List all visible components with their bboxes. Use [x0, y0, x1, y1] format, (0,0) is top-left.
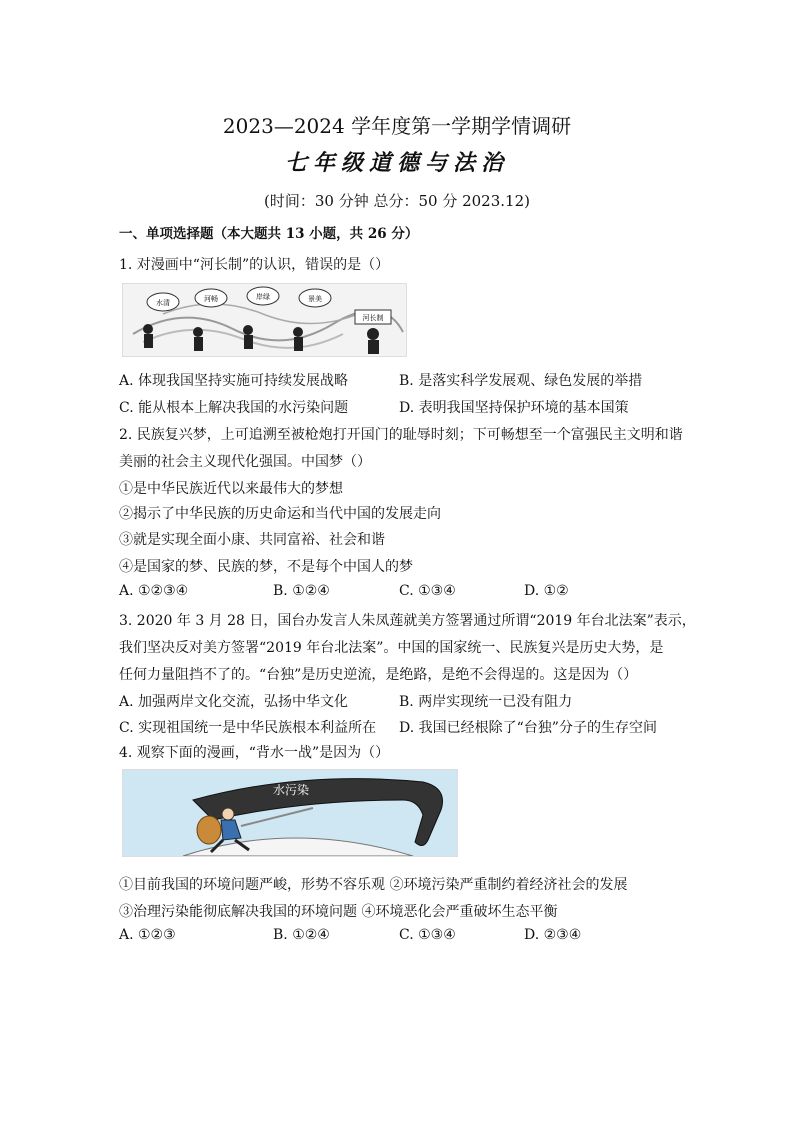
- question-2-stem-line-1: 2. 民族复兴梦，上可追溯至被枪炮打开国门的耻辱时刻；下可畅想至一个富强民主文明和谐: [119, 427, 683, 443]
- q3-option-a[interactable]: A. 加强两岸文化交流，弘扬中华文化: [119, 694, 349, 710]
- question-3-stem-line-1: 3. 2020 年 3 月 28 日，国台办发言人朱凤莲就美方签署通过所谓“2019 年台北法案”表示，: [119, 613, 696, 629]
- q4-statements-line-1: ①目前我国的环境问题严峻，形势不容乐观 ②环境污染严重制约着经济社会的发展: [119, 877, 628, 893]
- water-pollution-cartoon: [122, 769, 458, 857]
- question-2-stem-line-2: 美丽的社会主义现代化强国。中国梦（）: [119, 454, 371, 470]
- exam-subject: 七年级道德与法治: [284, 150, 509, 176]
- q2-option-a[interactable]: A. ①②③④: [119, 583, 189, 599]
- q3-option-b[interactable]: B. 两岸实现统一已没有阻力: [399, 694, 573, 710]
- q4-option-c[interactable]: C. ①③④: [399, 927, 456, 943]
- exam-title: 2023—2024 学年度第一学期学情调研: [222, 114, 572, 138]
- pollution-label: 水污染: [273, 783, 310, 797]
- q4-option-d[interactable]: D. ②③④: [524, 927, 582, 943]
- q2-statement-3: ③就是实现全面小康、共同富裕、社会和谐: [119, 532, 385, 548]
- q4-statements-line-2: ③治理污染能彻底解决我国的环境问题 ④环境恶化会严重破坏生态平衡: [119, 904, 558, 920]
- river-chief-cartoon: [122, 283, 407, 357]
- q4-option-b[interactable]: B. ①②④: [273, 927, 330, 943]
- q1-option-c[interactable]: C. 能从根本上解决我国的水污染问题: [119, 400, 349, 416]
- q4-option-a[interactable]: A. ①②③: [119, 927, 176, 943]
- q2-option-c[interactable]: C. ①③④: [399, 583, 456, 599]
- section-heading: 一、单项选择题（本大题共 13 小题，共 26 分）: [119, 226, 419, 242]
- q1-option-d[interactable]: D. 表明我国坚持保护环境的基本国策: [399, 400, 629, 416]
- q2-option-b[interactable]: B. ①②④: [273, 583, 330, 599]
- question-3-stem-line-3: 任何力量阻挡不了的。“台独”是历史逆流，是绝路，是绝不会得逞的。这是因为（）: [119, 667, 638, 683]
- question-1-stem: 1. 对漫画中“河长制”的认识，错误的是（）: [119, 257, 390, 273]
- q1-option-a[interactable]: A. 体现我国坚持实施可持续发展战略: [119, 373, 349, 389]
- q3-option-d[interactable]: D. 我国已经根除了“台独”分子的生存空间: [399, 720, 657, 736]
- q2-statement-4: ④是国家的梦、民族的梦，不是每个中国人的梦: [119, 559, 413, 575]
- q2-statement-1: ①是中华民族近代以来最伟大的梦想: [119, 481, 343, 497]
- question-3-stem-line-2: 我们坚决反对美方签署“2019 年台北法案”。中国的国家统一、民族复兴是历史大势，是: [119, 640, 664, 656]
- cartoon-label-2: 河畅: [204, 295, 218, 303]
- cartoon-label-3: 岸绿: [256, 293, 270, 301]
- cartoon-label-5: 河长制: [362, 314, 384, 322]
- cartoon-label-1: 水清: [156, 299, 170, 307]
- question-4-stem: 4. 观察下面的漫画，“背水一战”是因为（）: [119, 745, 390, 761]
- q2-statement-2: ②揭示了中华民族的历史命运和当代中国的发展走向: [119, 506, 441, 522]
- cartoon-label-4: 景美: [308, 295, 322, 303]
- q3-option-c[interactable]: C. 实现祖国统一是中华民族根本利益所在: [119, 720, 377, 736]
- exam-meta: (时间：30 分钟 总分：50 分 2023.12): [264, 192, 530, 210]
- q2-option-d[interactable]: D. ①②: [524, 583, 569, 599]
- q1-option-b[interactable]: B. 是落实科学发展观、绿色发展的举措: [399, 373, 643, 389]
